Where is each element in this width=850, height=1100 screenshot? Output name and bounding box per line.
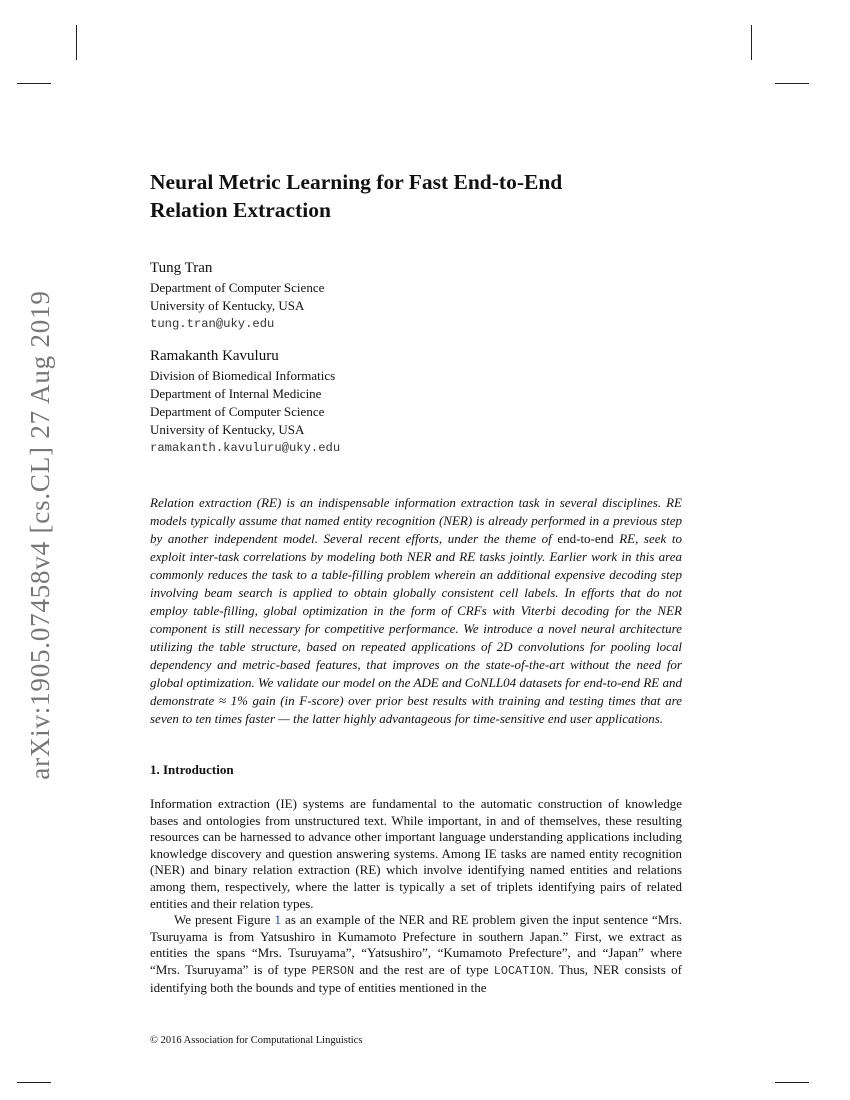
crop-mark-top-left-h xyxy=(17,83,51,84)
crop-mark-top-left-v xyxy=(76,25,77,60)
paper-title xyxy=(150,168,690,224)
author-block-2 xyxy=(150,346,570,458)
author-name: Tung Tran xyxy=(150,260,213,276)
abstract-text-part-2: RE, seek to exploit inter-task correlations by modeling both NER and RE tasks jointly. Earlier work in this area commonly reduces the task to a table-filling problem wherein an additional expensive decoding step involving beam search is applied to obtain globally consistent cell labels. In efforts that do not employ table-filling, global optimization in the form of CRFs with Viterbi decoding for the NER component is still necessary for competitive performance. We introduce a novel neural architecture utilizing the table structure, based on repeated applications of 2D convolutions for pooling local dependency and metric-based features, that improves on the state-of-the-art without the need for global optimization. We validate our model on the ADE and CoNLL04 datasets for end-to-end RE and demonstrate ≈ 1% gain (in F-score) over prior best results with training and testing times that are seven to ten times faster — the latter highly advantageous for time-sensitive end user applications. xyxy=(150,531,682,726)
author-email[interactable]: ramakanth.kavuluru@uky.edu xyxy=(150,441,341,455)
author-block-1 xyxy=(150,258,570,334)
affiliation: Department of Computer Science xyxy=(150,404,325,419)
paragraph-2 xyxy=(150,912,682,996)
affiliation: Division of Biomedical Informatics xyxy=(150,368,336,383)
arxiv-identifier: arXiv:1905.07458v4 [cs.CL] 27 Aug 2019 xyxy=(25,290,55,780)
title-line-1: Neural Metric Learning for Fast End-to-End xyxy=(150,170,563,194)
section-heading: 1. Introduction xyxy=(150,762,234,777)
crop-mark-top-right-h xyxy=(775,83,809,84)
para2-text: . Thus, NER consists of identifying both the bounds and type of entities mentioned in the xyxy=(150,961,682,995)
affiliation: University of Kentucky, USA xyxy=(150,422,305,437)
crop-mark-bottom-left-h xyxy=(17,1082,51,1083)
intro-body xyxy=(150,796,682,996)
crop-mark-top-right-v xyxy=(751,25,752,60)
copyright-footer: © 2016 Association for Computational Linguistics xyxy=(150,1035,363,1046)
para2-text: as an example of the NER and RE problem given the input sentence “Mrs. Tsuruyama is from Yatsushiro in Kumamoto Prefecture in southern Japan.” First, we extract as entities the spans “Mrs. Tsuruyama”, “Yatsushiro”, “Kumamoto Prefecture”, and “Japan” where “Mrs. Tsuruyama” is of type xyxy=(150,912,682,977)
author-name: Ramakanth Kavuluru xyxy=(150,348,279,364)
affiliation: University of Kentucky, USA xyxy=(150,298,305,313)
abstract-upright-term: end-to-end xyxy=(557,531,614,546)
para2-text: We present Figure xyxy=(174,912,275,928)
abstract xyxy=(150,494,682,728)
abstract-text-part-1: Relation extraction (RE) is an indispensable information extraction task in several disciplines. RE models typically assume that named entity recognition (NER) is already performed in a previous step by another independent model. Several recent efforts, under the theme of xyxy=(150,495,682,546)
entity-type-location: LOCATION xyxy=(493,963,551,978)
affiliation: Department of Computer Science xyxy=(150,280,325,295)
paragraph-1: Information extraction (IE) systems are fundamental to the automatic construction of knowledge bases and ontologies from unstructured text. While important, in and of themselves, these resulting resources can be harnessed to advance other important language understanding applications including knowledge discovery and question answering systems. Among IE tasks are named entity recognition (NER) and binary relation extraction (RE) which involve identifying named entities and relations among them, respectively, where the latter is typically a set of triplets identifying pairs of related entities and their relation types. xyxy=(150,796,682,911)
entity-type-person: PERSON xyxy=(311,963,355,978)
title-line-2: Relation Extraction xyxy=(150,198,331,222)
author-email[interactable]: tung.tran@uky.edu xyxy=(150,317,275,331)
affiliation: Department of Internal Medicine xyxy=(150,386,322,401)
para2-text: and the rest are of type xyxy=(354,961,494,977)
crop-mark-bottom-right-h xyxy=(775,1082,809,1083)
figure-reference-link[interactable]: 1 xyxy=(274,912,282,928)
